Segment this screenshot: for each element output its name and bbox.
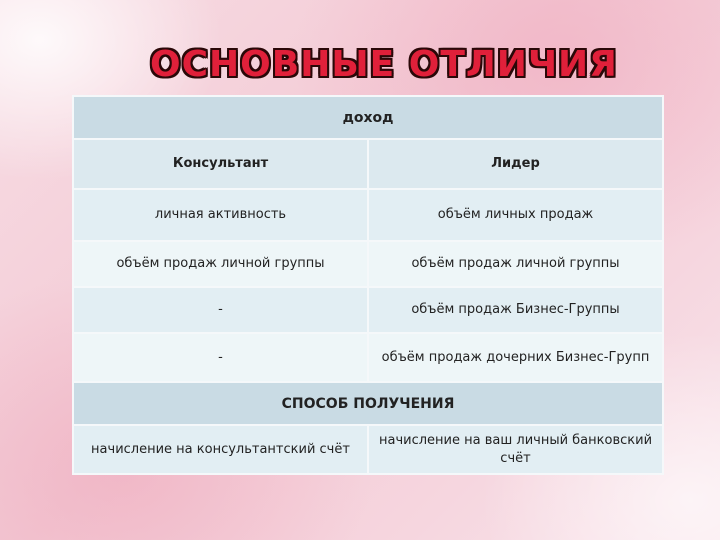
table-row <box>73 189 663 241</box>
table-cell: объём продаж личной группы <box>73 241 368 287</box>
table-cell: - <box>73 333 368 382</box>
page-title: ОСНОВНЫЕ ОТЛИЧИЯ <box>150 44 618 85</box>
table-row <box>73 333 663 382</box>
table-cell: объём личных продаж <box>368 189 663 241</box>
table-row <box>73 425 663 474</box>
table-row <box>73 287 663 333</box>
table-section-header <box>73 96 663 139</box>
table-cell: объём продаж личной группы <box>368 241 663 287</box>
table-cell: начисление на ваш личный банковский счёт <box>368 425 663 474</box>
table-row <box>73 241 663 287</box>
column-header-leader: Лидер <box>368 139 663 189</box>
table-cell: - <box>73 287 368 333</box>
comparison-table <box>72 95 664 475</box>
column-header-consultant: Консультант <box>73 139 368 189</box>
table-column-header-row <box>73 139 663 189</box>
table-cell: объём продаж дочерних Бизнес-Групп <box>368 333 663 382</box>
table-cell: личная активность <box>73 189 368 241</box>
income-section-header: доход <box>73 96 663 139</box>
table-cell: объём продаж Бизнес-Группы <box>368 287 663 333</box>
table-cell: начисление на консультантский счёт <box>73 425 368 474</box>
table-section-header <box>73 382 663 425</box>
method-section-header: СПОСОБ ПОЛУЧЕНИЯ <box>73 382 663 425</box>
